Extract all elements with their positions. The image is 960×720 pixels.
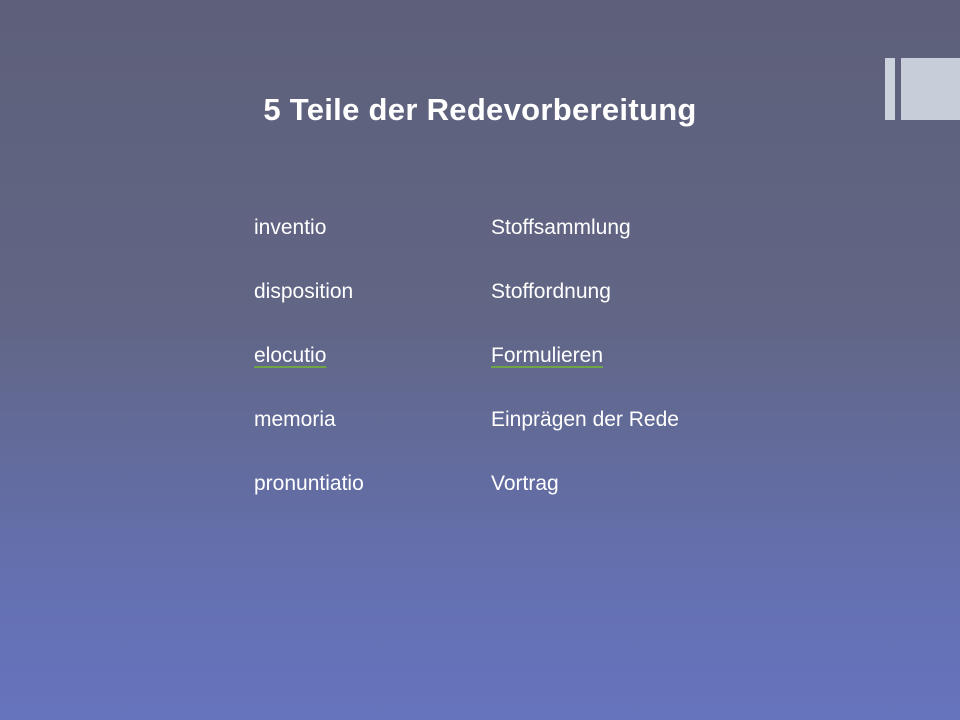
term-row-disposition xyxy=(254,280,814,344)
term-row-memoria xyxy=(254,408,814,472)
german-meaning: Vortrag xyxy=(491,472,559,495)
german-meaning: Formulieren xyxy=(491,344,604,367)
term-row-inventio xyxy=(254,216,814,280)
term-row-pronuntiatio xyxy=(254,472,814,536)
latin-term: disposition xyxy=(254,280,354,303)
german-meaning: Einprägen der Rede xyxy=(491,408,679,431)
german-meaning: Stoffsammlung xyxy=(491,216,631,239)
terms-list xyxy=(254,216,814,536)
latin-term: inventio xyxy=(254,216,327,239)
latin-term: elocutio xyxy=(254,344,327,367)
latin-term: pronuntiatio xyxy=(254,472,364,495)
term-row-elocutio xyxy=(254,344,814,408)
latin-term: memoria xyxy=(254,408,336,431)
german-meaning: Stoffordnung xyxy=(491,280,611,303)
slide-title: 5 Teile der Redevorbereitung xyxy=(263,92,697,127)
